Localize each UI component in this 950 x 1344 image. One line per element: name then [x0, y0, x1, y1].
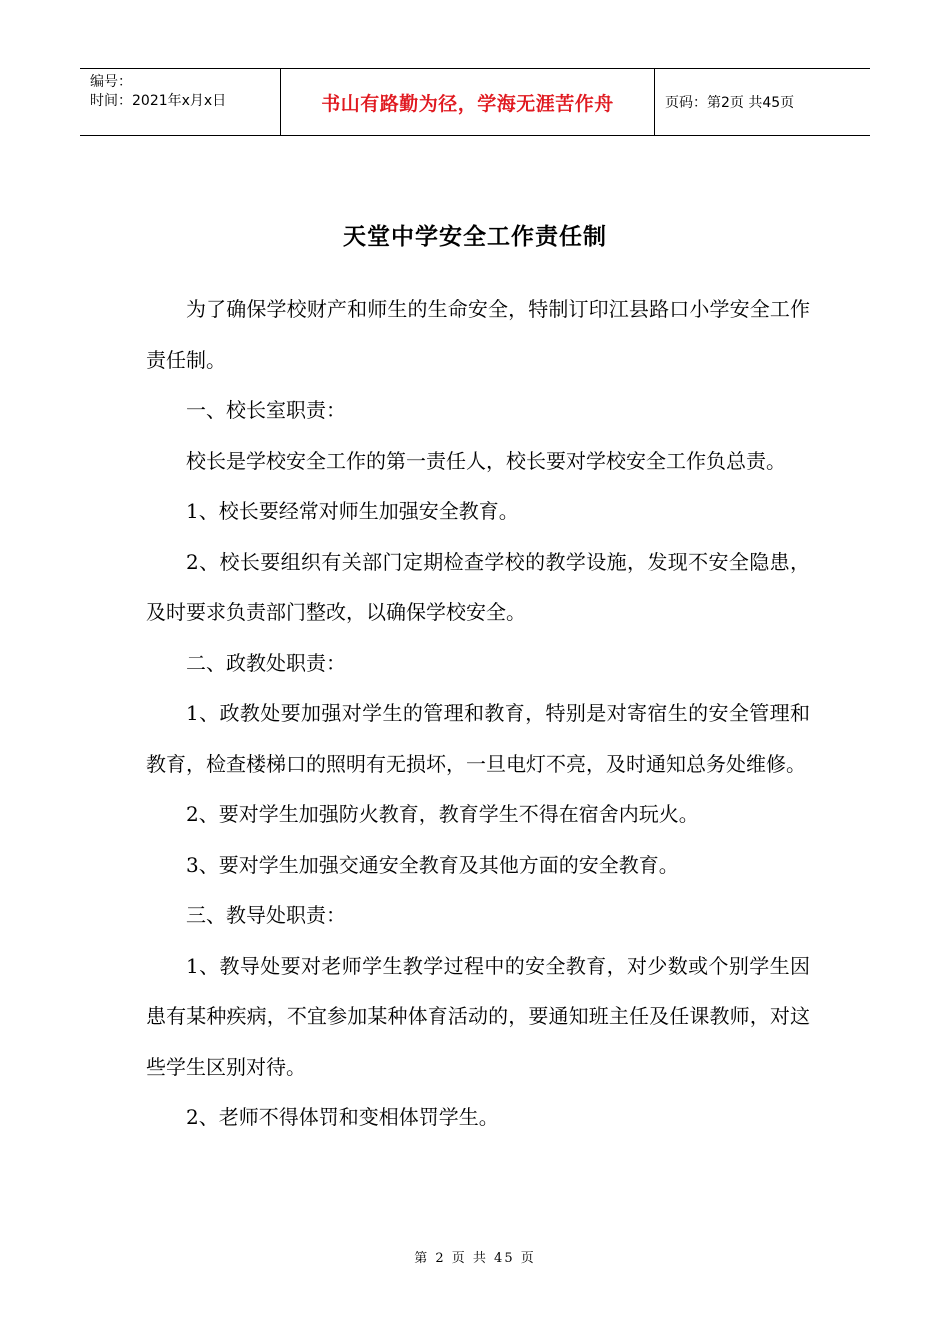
- document-title: 天堂中学安全工作责任制: [343, 223, 607, 250]
- list-item: 1、政教处要加强对学生的管理和教育，特别是对寄宿生的安全管理和教育，检查楼梯口的照明有无损坏，一旦电灯不亮，及时通知总务处维修。: [146, 701, 810, 776]
- list-item: 1、教导处要对老师学生教学过程中的安全教育，对少数或个别学生因患有某种疾病，不宜参加某种体育活动的，要通知班主任及任课教师，对这些学生区别对待。: [146, 953, 810, 1079]
- time-label: 时间：2021年x月x日: [90, 93, 227, 109]
- list-item: 2、校长要组织有关部门定期检查学校的教学设施，发现不安全隐患，及时要求负责部门整改，以确保学校安全。: [146, 549, 810, 624]
- paragraph: 为了确保学校财产和师生的生命安全，特制订印江县路口小学安全工作责任制。: [146, 297, 810, 372]
- section-heading: 三、教导处职责：: [186, 903, 346, 927]
- header-motto: 书山有路勤为径，学海无涯苦作舟: [281, 69, 655, 135]
- section-heading: 一、校长室职责：: [186, 398, 346, 422]
- page-header: [80, 68, 870, 136]
- paragraph: 校长是学校安全工作的第一责任人，校长要对学校安全工作负总责。: [186, 448, 786, 473]
- number-label: 编号：: [90, 74, 132, 90]
- list-item: 2、老师不得体罚和变相体罚学生。: [186, 1105, 499, 1129]
- header-meta: [80, 69, 281, 135]
- page-footer: 第 2 页 共 45 页: [414, 1251, 536, 1266]
- list-item: 1、校长要经常对师生加强安全教育。: [186, 499, 519, 523]
- header-page-label: 页码：第2页 共45页: [665, 95, 795, 111]
- list-item: 3、要对学生加强交通安全教育及其他方面的安全教育。: [186, 852, 679, 877]
- document-body: [146, 284, 810, 1143]
- section-heading: 二、政教处职责：: [186, 650, 346, 675]
- list-item: 2、要对学生加强防火教育，教育学生不得在宿舍内玩火。: [186, 802, 699, 826]
